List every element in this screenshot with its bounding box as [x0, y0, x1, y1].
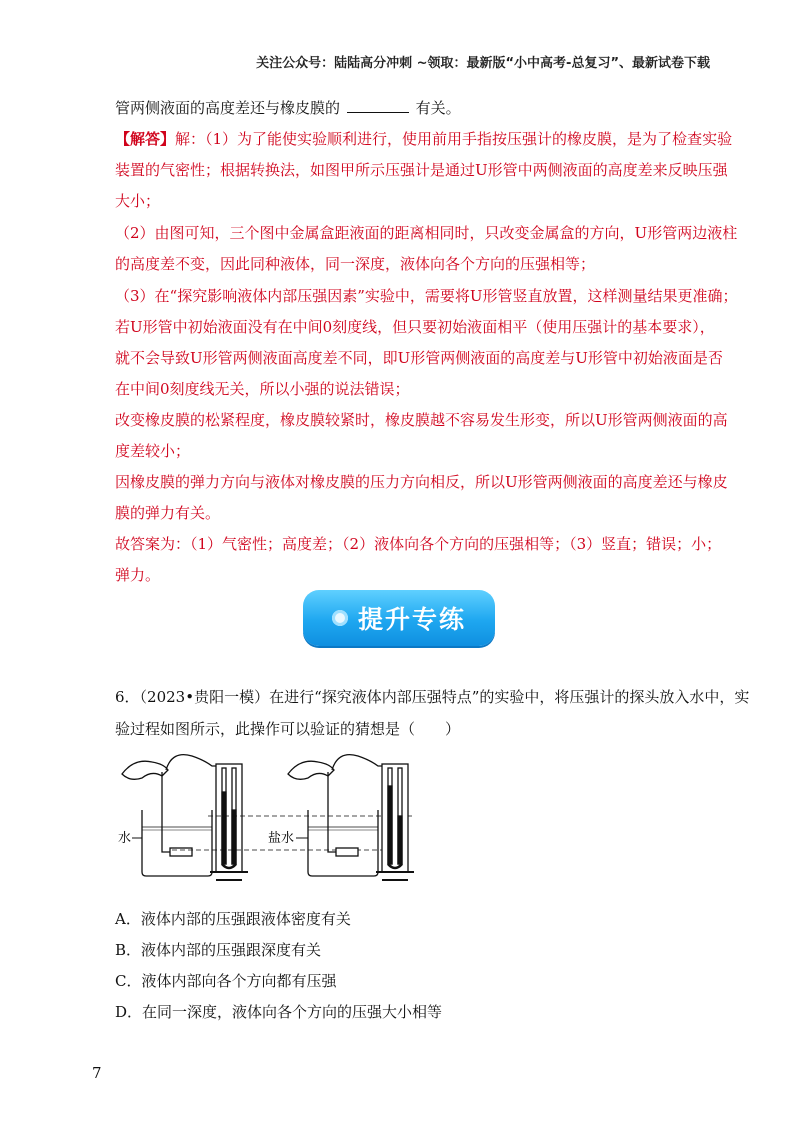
left-u-tube-board	[216, 764, 242, 872]
answer-line-2: 装置的气密性；根据转换法，如图甲所示压强计是通过U形管中两侧液面的高度差来反映压强	[115, 161, 728, 179]
intro-line	[115, 97, 461, 118]
right-u-tube-board	[382, 764, 408, 872]
option-d: D．在同一深度，液体向各个方向的压强大小相等	[115, 1003, 443, 1021]
page-header: 关注公众号：陆陆高分冲刺 ~领取：最新版“小中高考-总复习”、最新试卷下载	[256, 56, 710, 71]
right-hand	[288, 761, 334, 779]
left-apparatus	[122, 755, 248, 880]
experiment-figure	[112, 752, 438, 884]
option-b: B．液体内部的压强跟深度有关	[115, 941, 322, 959]
answer-line-10: 改变橡皮膜的松紧程度，橡皮膜较紧时，橡皮膜越不容易发生形变，所以U形管两侧液面的高	[115, 411, 728, 429]
question-line-1: 6．（2023•贵阳一模）在进行“探究液体内部压强特点”的实验中，将压强计的探头放入水中，实	[115, 688, 750, 706]
answer-line-7: 若U形管中初始液面没有在中间0刻度线，但只要初始液面相平（使用压强计的基本要求），	[115, 318, 715, 336]
answer-line-8: 就不会导致U形管两侧液面高度差不同，即U形管两侧液面的高度差与U形管中初始液面是否	[115, 349, 723, 367]
left-beaker	[142, 810, 212, 876]
answer-line-12: 因橡皮膜的弹力方向与液体对橡皮膜的压力方向相反，所以U形管两侧液面的高度差还与橡皮	[115, 473, 728, 491]
right-apparatus	[288, 755, 414, 880]
left-probe	[170, 848, 192, 856]
intro-text-after: 有关。	[415, 99, 461, 117]
answer-blank	[347, 98, 409, 113]
badge-bubble-icon	[332, 610, 348, 626]
answer-line-13: 膜的弹力有关。	[115, 504, 221, 522]
option-a: A．液体内部的压强跟液体密度有关	[115, 910, 351, 928]
answer-line-15: 弹力。	[115, 566, 161, 584]
right-beaker	[308, 810, 378, 876]
left-hand	[122, 761, 168, 779]
right-liquid-label: 盐水	[268, 831, 295, 846]
left-probe-tube	[162, 772, 180, 852]
answer-line-6: （3）在“探究影响液体内部压强因素”实验中，需要将U形管竖直放置，这样测量结果更准确；	[115, 287, 738, 305]
right-probe-tube	[328, 772, 346, 852]
answer-line-5: 的高度差不变，因此同种液体，同一深度，液体向各个方向的压强相等；	[115, 255, 596, 273]
answer-line-1: 【解答】解：（1）为了能使实验顺利进行，使用前用手指按压强计的橡皮膜，是为了检查实验	[115, 130, 733, 148]
left-liquid-label: 水	[118, 831, 132, 846]
practice-badge	[303, 590, 495, 646]
answer-line-14: 故答案为：（1）气密性；高度差；（2）液体向各个方向的压强相等；（3）竖直；错误；小；	[115, 535, 722, 553]
answer-line-11: 度差较小；	[115, 442, 191, 460]
answer-tag: 【解答】	[115, 130, 176, 148]
page-number: 7	[92, 1064, 102, 1082]
badge-label: 提升专练	[357, 605, 466, 634]
answer-line-4: （2）由图可知，三个图中金属盒距液面的距离相同时，只改变金属盒的方向，U形管两边液柱	[115, 224, 738, 242]
question-line-2: 验过程如图所示，此操作可以验证的猜想是（ ）	[115, 720, 461, 738]
answer-line-9: 在中间0刻度线无关，所以小强的说法错误；	[115, 380, 410, 398]
right-probe	[336, 848, 358, 856]
intro-text-before: 管两侧液面的高度差还与橡皮膜的	[115, 99, 341, 117]
option-c: C．液体内部向各个方向都有压强	[115, 972, 337, 990]
answer-line-3: 大小；	[115, 192, 161, 210]
